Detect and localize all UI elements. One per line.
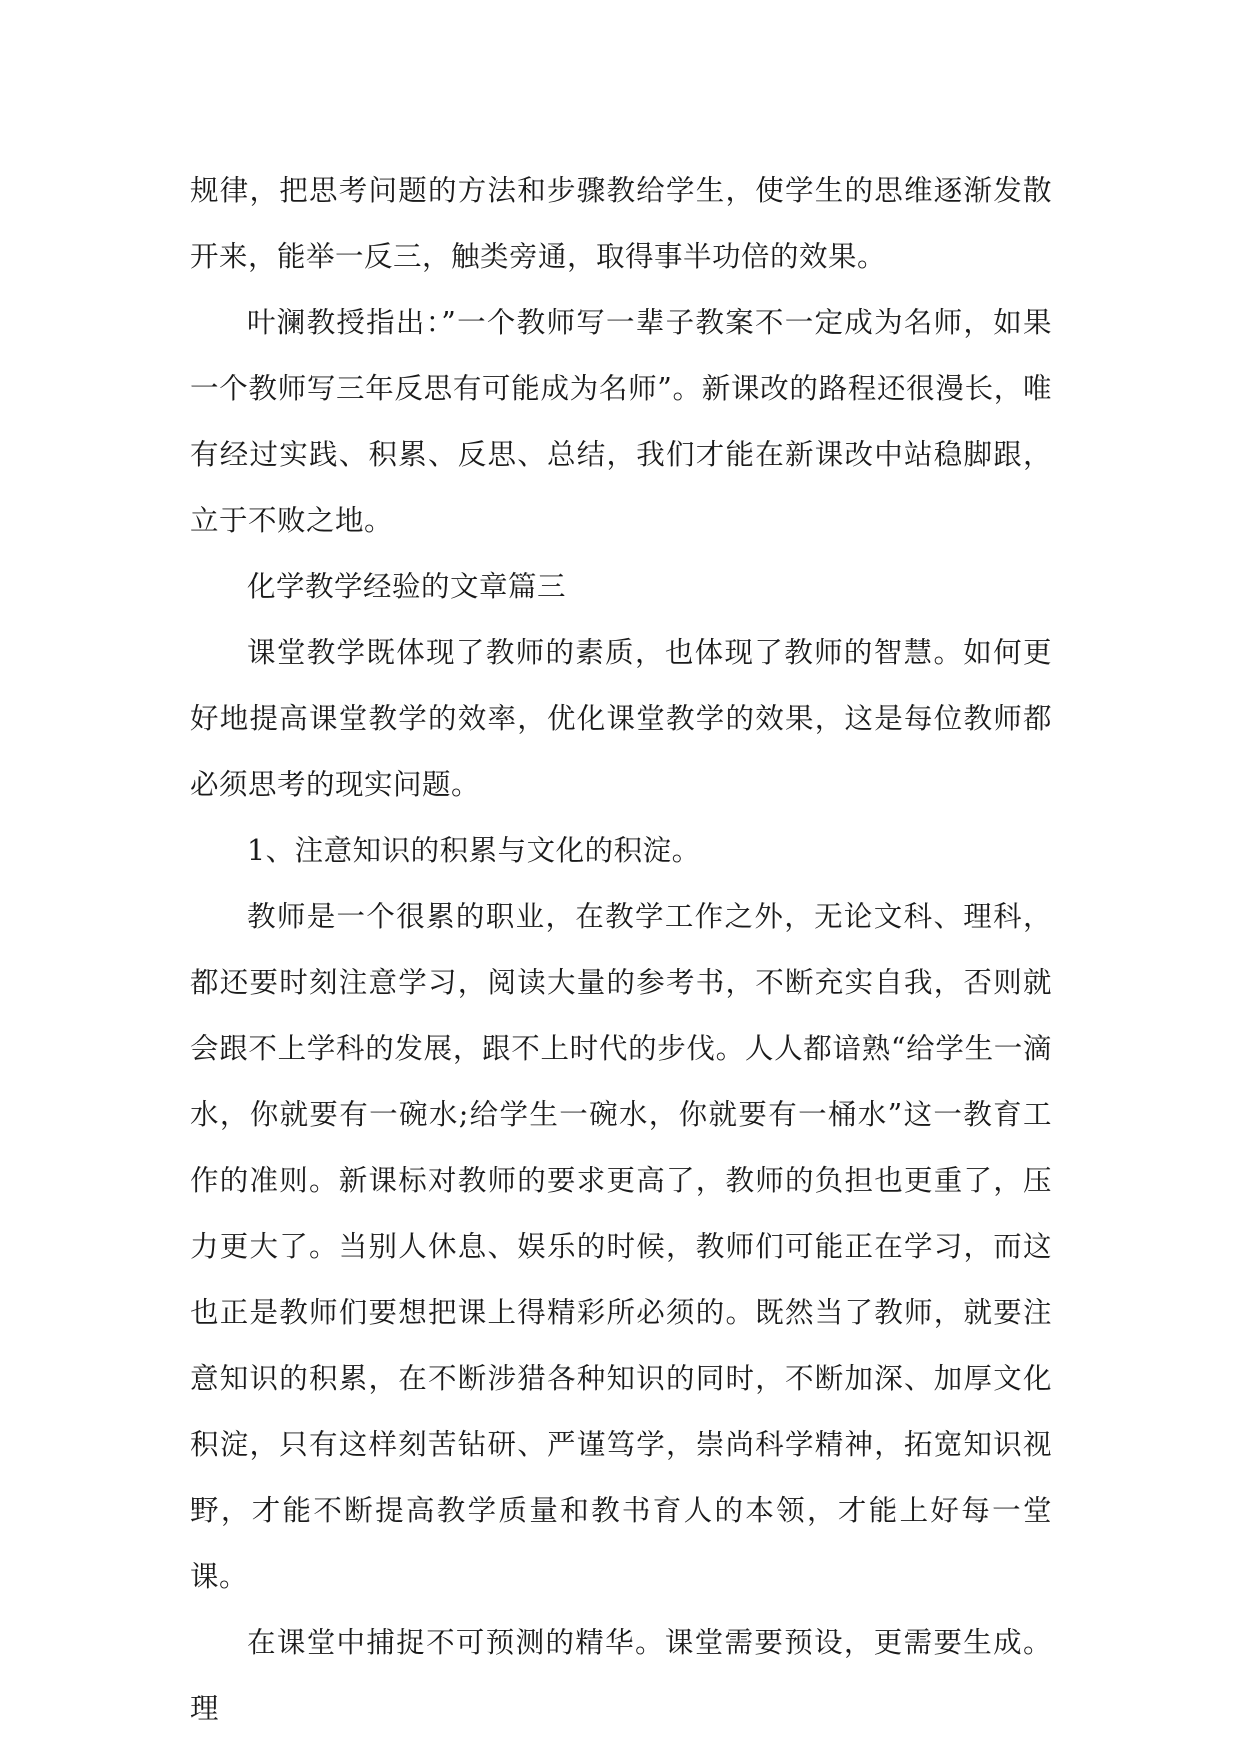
paragraph-5: 在课堂中捕捉不可预测的精华。课堂需要预设，更需要生成。理 [190, 1626, 1052, 1725]
paragraph-2: 叶澜教授指出：”一个教师写一辈子教案不一定成为名师，如果一个教师写三年反思有可能成为名师”。新课改的路程还很漫长，唯有经过实践、积累、反思、总结，我们才能在新课改中站稳脚跟，立于不败之地。 [190, 306, 1052, 537]
section-heading: 化学教学经验的文章篇三 [247, 570, 567, 603]
paragraph-1: 规律，把思考问题的方法和步骤教给学生，使学生的思维逐渐发散开来，能举一反三，触类旁通，取得事半功倍的效果。 [190, 174, 1052, 273]
paragraph-3: 课堂教学既体现了教师的素质，也体现了教师的智慧。如何更好地提高课堂教学的效率，优化课堂教学的效果，这是每位教师都必须思考的现实问题。 [190, 636, 1052, 801]
numbered-point-1: 1、注意知识的积累与文化的积淀。 [247, 834, 701, 867]
document-body [190, 158, 1052, 1742]
paragraph-4: 教师是一个很累的职业，在教学工作之外，无论文科、理科，都还要时刻注意学习，阅读大量的参考书，不断充实自我，否则就会跟不上学科的发展，跟不上时代的步伐。人人都谙熟“给学生一滴水，你就要有一碗水;给学生一碗水，你就要有一桶水”这一教育工作的准则。新课标对教师的要求更高了，教师的负担也更重了，压力更大了。当别人休息、娱乐的时候，教师们可能正在学习，而这也正是教师们要想把课上得精彩所必须的。既然当了教师，就要注意知识的积累，在不断涉猎各种知识的同时，不断加深、加厚文化积淀，只有这样刻苦钻研、严谨笃学，崇尚科学精神，拓宽知识视野，才能不断提高教学质量和教书育人的本领，才能上好每一堂课。 [190, 900, 1052, 1593]
